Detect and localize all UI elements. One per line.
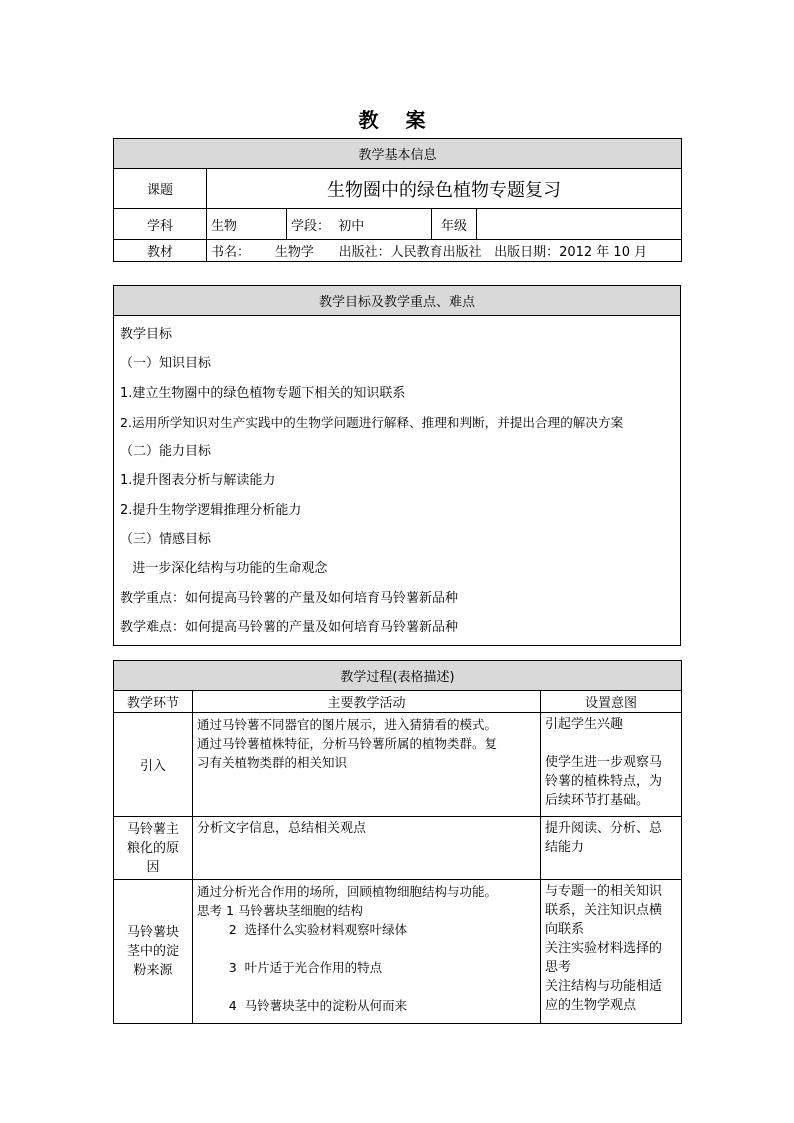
intent-line: 联系，关注知识点横 [545,903,663,918]
objective-line: （三）情感目标 [120,532,212,548]
table-row [114,713,682,817]
activity-line: 通过马铃薯植株特征，分析马铃薯所属的植物类群。复 [197,736,498,751]
activity-line: 分析文字信息，总结相关观点 [197,821,367,836]
objective-line: 2.运用所学知识对生产实践中的生物学问题进行解释、推理和判断，并提出合理的解决方案 [120,414,624,430]
intent-line: 关注实验材料选择的 [545,941,663,956]
intent-line: 使学生进一步观察马 [545,755,663,770]
objective-line: 教学目标 [120,327,173,342]
stage-cell: 马铃薯块茎中的淀粉来源 [114,880,193,1024]
objective-line: （二）能力目标 [120,444,212,460]
process-table [113,660,682,1024]
topic-label: 课题 [114,169,207,209]
subject-label: 学科 [114,209,207,240]
stage-cell: 马铃薯主粮化的原因 [114,817,193,880]
activity-line [197,939,536,958]
objective-line: 1.提升图表分析与解读能力 [120,473,276,489]
textbook-info [207,240,682,262]
intent-line: 思考 [545,960,572,975]
objective-line: 进一步深化结构与功能的生命观念 [120,561,328,577]
table-row [114,817,682,880]
intent-cell [541,713,682,817]
intent-line: 铃薯的植株特点，为 [545,774,663,789]
intent-line: 提升阅读、分析、总 [545,821,663,836]
book-label: 书名： [211,245,251,260]
objectives-header: 教学目标及教学重点、难点 [114,286,681,316]
stage-value: 初中 [338,218,365,234]
intent-line [545,734,677,753]
publisher-label: 出版社： [338,245,391,260]
key-point: 教学重点：如何提高马铃薯的产量及如何培育马铃薯新品种 [120,590,459,606]
objective-line: （一）知识目标 [120,356,212,372]
date-value: 2012 年 10 月 [559,245,648,260]
grade-label: 年级 [432,209,477,240]
intent-cell [541,817,682,880]
activity-line: 习有关植物类群的相关知识 [197,755,348,770]
intent-line: 向联系 [545,922,585,937]
intent-line: 关注结构与功能相适 [545,979,663,994]
activity-cell [193,817,541,880]
process-header: 教学过程(表格描述) [114,661,682,691]
col-stage-header: 教学环节 [114,691,193,713]
publisher-value: 人民教育出版社 [390,245,482,260]
activity-line: 4 马铃薯块茎中的淀粉从何而来 [197,998,408,1013]
table-row [114,880,682,1024]
grade-value [477,209,682,240]
subject-value: 生物 [207,209,287,240]
difficult-point: 教学难点：如何提高马铃薯的产量及如何培育马铃薯新品种 [120,619,459,635]
activity-line: 2 选择什么实验材料观察叶绿体 [197,922,408,937]
intent-line: 后续环节打基础。 [545,793,650,808]
objective-line: 2.提升生物学逻辑推理分析能力 [120,502,302,518]
intent-line: 引起学生兴趣 [545,717,624,732]
activity-line [197,977,536,996]
activity-cell [193,880,541,1024]
col-intent-header: 设置意图 [541,691,682,713]
activity-line: 通过马铃薯不同器官的图片展示，进入猜猜看的模式。 [197,717,498,732]
intent-line: 与专题一的相关知识 [545,884,663,899]
book-value: 生物学 [274,245,314,260]
stage-cell [287,209,432,240]
topic-value: 生物圈中的绿色植物专题复习 [207,169,682,209]
objective-line: 1.建立生物圈中的绿色植物专题下相关的知识联系 [120,385,406,401]
col-activity-header: 主要教学活动 [193,691,541,713]
objectives-body [114,316,681,646]
intent-line: 应的生物学观点 [545,998,637,1013]
basic-info-header: 教学基本信息 [114,139,682,169]
basic-info-table [113,138,682,262]
activity-line: 通过分析光合作用的场所，回顾植物细胞结构与功能。 [197,884,498,899]
stage-label: 学段： [291,218,331,234]
intent-line: 结能力 [545,840,585,855]
date-label: 出版日期： [494,245,560,260]
intent-cell [541,880,682,1024]
objectives-table [113,285,681,646]
stage-cell: 引入 [114,713,193,817]
activity-cell [193,713,541,817]
activity-line: 3 叶片适于光合作用的特点 [197,960,383,975]
textbook-label: 教材 [114,240,207,262]
page-title: 教 案 [358,108,436,132]
activity-line: 思考 1 马铃薯块茎细胞的结构 [197,903,363,918]
